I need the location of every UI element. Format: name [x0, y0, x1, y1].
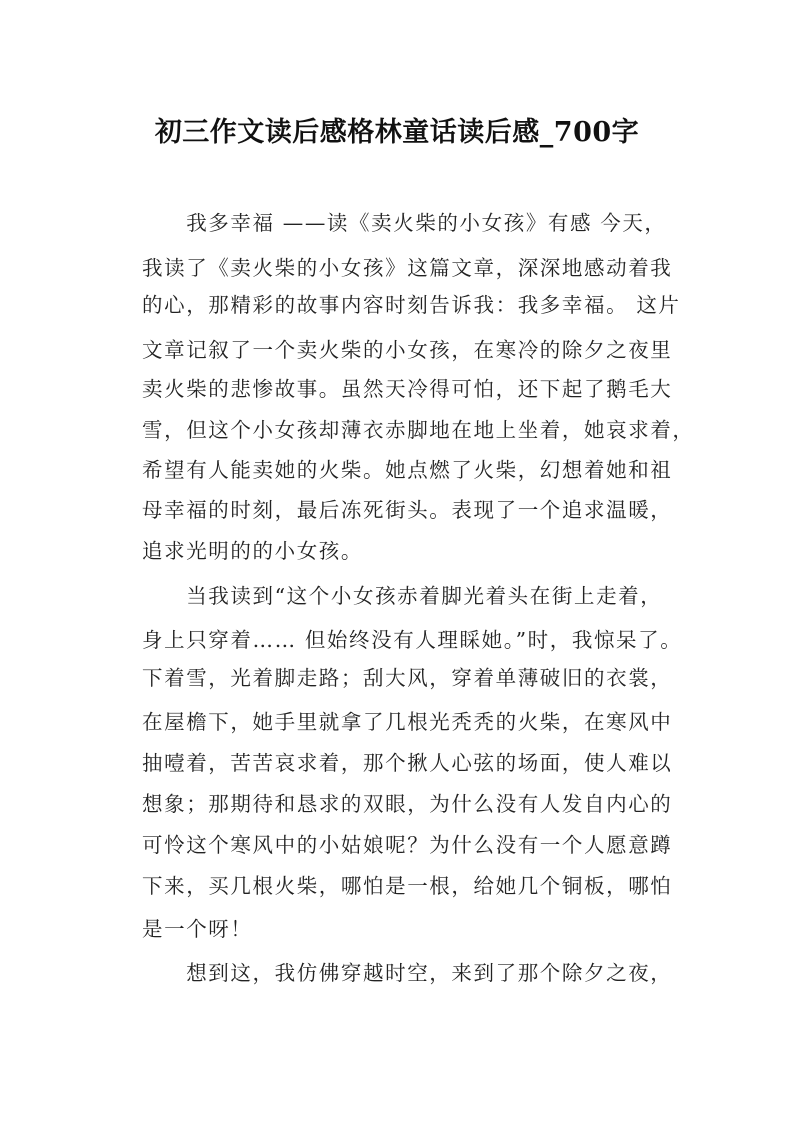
body-line: 在屋檐下，她手里就拿了几根光秃秃的火柴，在寒风中: [142, 710, 673, 734]
body-line: 文章记叙了一个卖火柴的小女孩，在寒冷的除夕之夜里: [142, 338, 673, 362]
body-line: 下来，买几根火柴，哪怕是一根，给她几个铜板，哪怕: [142, 874, 673, 898]
body-line: 当我读到“这个小女孩赤着脚光着头在街上走着，: [142, 584, 663, 608]
body-line: 想象；那期待和恳求的双眼，为什么没有人发自内心的: [142, 792, 673, 816]
body-line: 的心，那精彩的故事内容时刻告诉我：我多幸福。 这片: [142, 293, 681, 317]
body-line: 抽噎着，苦苦哀求着，那个揪人心弦的场面，使人难以: [142, 751, 673, 775]
body-line: 可怜这个寒风中的小姑娘呢？为什么没有一个人愿意蹲: [142, 833, 673, 857]
body-line: 我读了《卖火柴的小女孩》这篇文章，深深地感动着我: [142, 256, 673, 280]
body-line: 希望有人能卖她的火柴。她点燃了火柴，幻想着她和祖: [142, 458, 673, 482]
body-line: 追求光明的的小女孩。: [142, 539, 363, 563]
body-line: 是一个呀！: [142, 917, 253, 941]
body-line: 卖火柴的悲惨故事。虽然天冷得可怕，还下起了鹅毛大: [142, 377, 673, 401]
body-line: 母幸福的时刻，最后冻死街头。表现了一个追求温暖，: [142, 498, 673, 522]
body-line: 下着雪，光着脚走路；刮大风，穿着单薄破旧的衣裳，: [142, 666, 673, 690]
body-line: 我多幸福 ——读《卖火柴的小女孩》有感 今天，: [142, 211, 667, 235]
body-line: 身上只穿着…… 但始终没有人理睬她。”时，我惊呆了。: [142, 628, 683, 652]
body-line: 想到这，我仿佛穿越时空，来到了那个除夕之夜，: [142, 961, 673, 985]
document-title: 初三作文读后感格林童话读后感_700字: [154, 117, 640, 148]
body-line: 雪，但这个小女孩却薄衣赤脚地在地上坐着，她哀求着，: [142, 418, 695, 442]
